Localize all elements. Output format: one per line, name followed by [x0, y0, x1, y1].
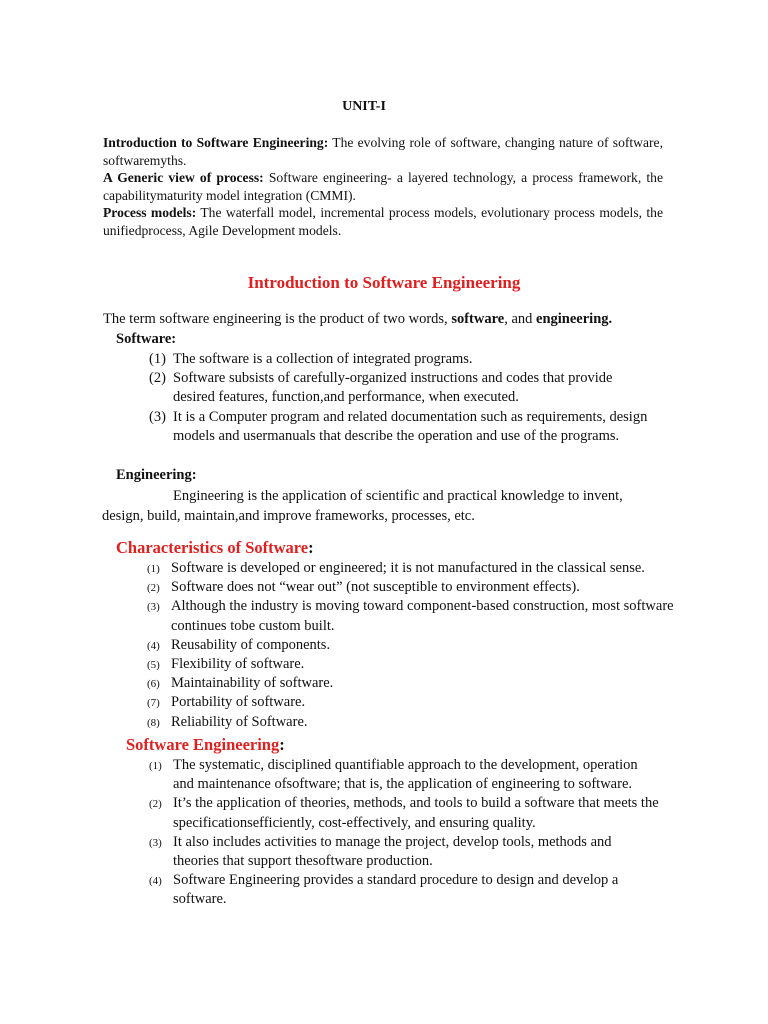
syllabus-process: [103, 204, 663, 239]
syllabus-process-text: The waterfall model, incremental process models, evolutionary process models, the unifiedprocess, Agile Development models.: [103, 205, 663, 238]
list-item-text: It also includes activities to manage the project, develop tools, methods and theories that support thesoftware production.: [173, 833, 612, 870]
syllabus-process-label: Process models:: [103, 205, 197, 220]
list-item-number: (1): [149, 760, 162, 772]
intro-prefix: The term software engineering is the product of two words,: [103, 311, 452, 327]
list-item: [147, 636, 687, 655]
list-item: [147, 597, 687, 635]
list-item-text: Software subsists of carefully-organized instructions and codes that provide desired features, function,and performance, when executed.: [173, 370, 613, 406]
list-item-text: Reusability of components.: [171, 636, 331, 653]
list-item-number: (3): [147, 601, 160, 614]
list-item-text: Software does not “wear out” (not susceptible to environment effects).: [171, 579, 580, 596]
list-item-number: (2): [149, 798, 162, 811]
engineering-label: Engineering:: [116, 467, 197, 483]
list-item: [149, 369, 649, 407]
list-item: [149, 833, 659, 871]
list-item: [149, 350, 649, 369]
list-item-text: Although the industry is moving toward component-based construction, most software continues tobe custom built.: [171, 598, 674, 634]
list-item: [147, 655, 687, 674]
list-item-text: Flexibility of software.: [171, 656, 305, 673]
intro-word-software: software: [451, 311, 505, 327]
intro-word-engineering: engineering.: [536, 311, 613, 327]
intro-line: [103, 311, 612, 328]
list-item-number: (1): [147, 563, 160, 575]
list-item-number: (1): [149, 351, 166, 367]
software-engineering-heading: [126, 735, 285, 755]
list-item-number: (6): [147, 678, 160, 691]
list-item-number: (3): [149, 408, 166, 425]
list-item-text: Software is developed or engineered; it is not manufactured in the classical sense.: [171, 560, 645, 576]
software-engineering-heading-text: Software Engineering: [126, 735, 280, 754]
list-item-text: Reliability of Software.: [171, 713, 308, 730]
unit-title: UNIT-I: [342, 99, 386, 114]
list-item-number: (4): [149, 875, 162, 888]
software-list: [149, 350, 649, 446]
list-item-number: (5): [147, 659, 160, 672]
engineering-paragraph: Engineering is the application of scientific and practical knowledge to invent, design, build, maintain,and improve frameworks, processes, etc.: [102, 488, 623, 524]
list-item: [149, 408, 649, 446]
list-item: [147, 693, 687, 712]
software-label: Software:: [116, 331, 177, 347]
list-item: [147, 674, 687, 693]
list-item-text: The systematic, disciplined quantifiable approach to the development, operation and maintenance ofsoftware; that is, the application of engineering to software.: [173, 757, 638, 793]
list-item-text: Software Engineering provides a standard procedure to design and develop a software.: [173, 872, 619, 908]
syllabus-intro-label: Introduction to Software Engineering:: [103, 135, 329, 150]
list-item-number: (2): [147, 582, 160, 595]
syllabus-generic-label: A Generic view of process:: [103, 170, 264, 185]
list-item: [147, 559, 687, 578]
syllabus-generic-text: Software engineering- a layered technology, a process framework, the capabilitymaturity model integration (CMMI).: [103, 170, 663, 203]
list-item-text: Maintainability of software.: [171, 675, 334, 692]
list-item: [149, 756, 659, 794]
list-item-text: Portability of software.: [171, 694, 306, 711]
characteristics-heading-colon: :: [308, 538, 314, 557]
list-item-number: (8): [147, 716, 160, 729]
list-item-number: (4): [147, 639, 160, 652]
intro-middle: , and: [504, 311, 537, 327]
syllabus-block: [103, 134, 663, 239]
list-item-text: The software is a collection of integrated programs.: [173, 351, 473, 367]
list-item-text: It is a Computer program and related documentation such as requirements, design models and usermanuals that describe the operation and use of the programs.: [173, 408, 648, 444]
list-item: [147, 713, 687, 732]
list-item-number: (7): [147, 697, 160, 710]
characteristics-heading-text: Characteristics of Software: [116, 538, 309, 557]
syllabus-intro: [103, 134, 663, 169]
list-item: [149, 794, 659, 832]
software-engineering-list: [149, 756, 659, 910]
list-item: [147, 578, 687, 597]
characteristics-list: [147, 559, 687, 732]
software-engineering-heading-colon: :: [279, 735, 285, 754]
section-heading: Introduction to Software Engineering: [247, 273, 521, 292]
list-item-number: (3): [149, 836, 162, 849]
list-item-text: It’s the application of theories, methods, and tools to build a software that meets the specificationsefficiently, cost-effectively, and ensuring quality.: [173, 795, 659, 831]
list-item: [149, 871, 659, 909]
syllabus-intro-text: The evolving role of software, changing nature of software, softwaremyths.: [103, 135, 663, 168]
syllabus-generic: [103, 169, 663, 204]
characteristics-heading: [116, 538, 314, 558]
list-item-number: (2): [149, 370, 166, 387]
